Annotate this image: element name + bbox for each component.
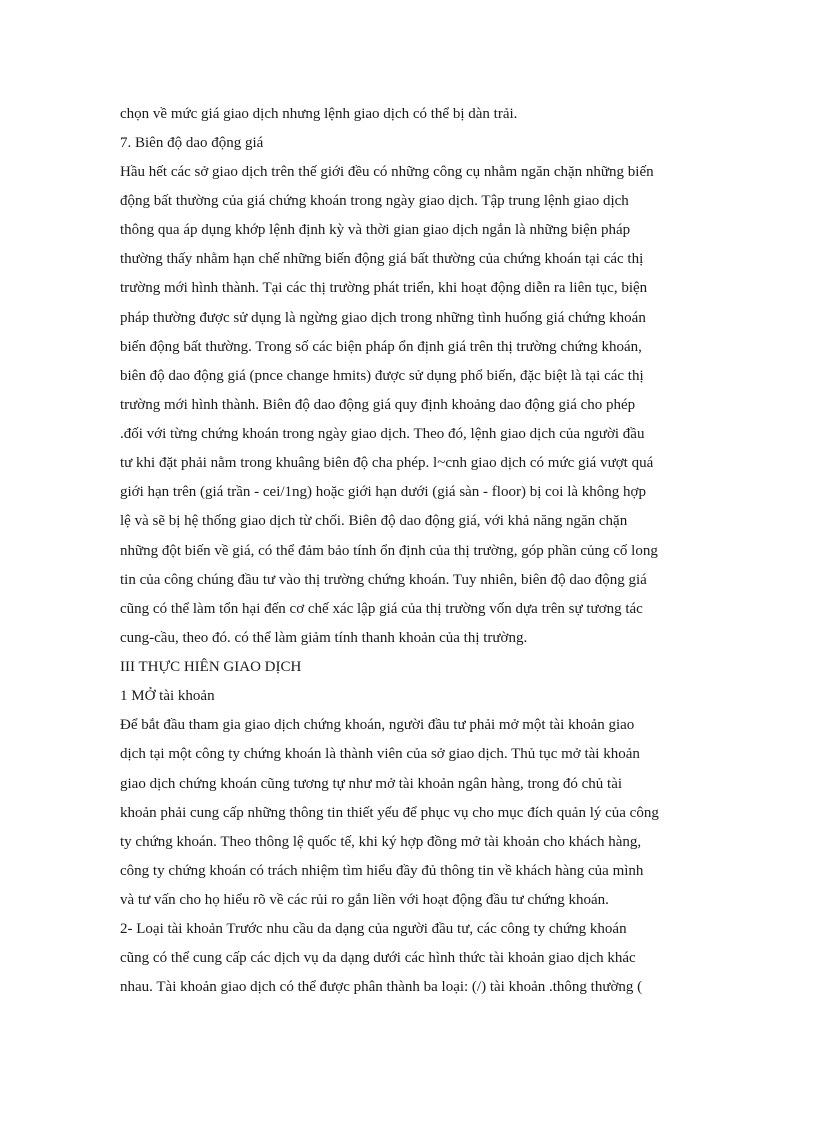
text-line: biên độ dao động giá (pnce change hmits) được sử dụng phổ biến, đặc biệt là tại các thị bbox=[120, 368, 644, 384]
text-line: thông qua áp dụng khớp lệnh định kỳ và thời gian giao dịch ngắn là những biện pháp bbox=[120, 222, 631, 238]
text-line: tin của công chúng đầu tư vào thị trường chứng khoán. Tuy nhiên, biên độ dao động giá bbox=[120, 572, 647, 588]
text-line: chọn về mức giá giao dịch nhưng lệnh giao dịch có thể bị dàn trải. bbox=[120, 106, 518, 122]
text-line: nhau. Tài khoản giao dịch có thể được phân thành ba loại: (/) tài khoản .thông thường ( bbox=[120, 979, 643, 995]
text-line: Hầu hết các sở giao dịch trên thế giới đều có những công cụ nhằm ngăn chặn những biến bbox=[120, 164, 654, 180]
text-line: khoản phải cung cấp những thông tin thiết yếu để phục vụ cho mục đích quản lý của công bbox=[120, 805, 659, 821]
text-line: ty chứng khoán. Theo thông lệ quốc tế, khi ký hợp đồng mở tài khoản cho khách hàng, bbox=[120, 834, 642, 850]
text-line: cũng có thể cung cấp các dịch vụ da dạng dưới các hình thức tài khoản giao dịch khác bbox=[120, 950, 636, 966]
text-line: cũng có thể làm tổn hại đến cơ chế xác lập giá của thị trường vốn dựa trên sự tương tác bbox=[120, 601, 643, 617]
text-line: giới hạn trên (giá trần - cei/1ng) hoặc giới hạn dưới (giá sàn - floor) bị coi là không hợp bbox=[120, 484, 646, 500]
text-line: Để bắt đầu tham gia giao dịch chứng khoán, người đầu tư phải mở một tài khoản giao bbox=[120, 717, 635, 733]
text-line: động bất thường của giá chứng khoán trong ngày giao dịch. Tập trung lệnh giao dịch bbox=[120, 193, 629, 209]
text-line: cung-cầu, theo đó. có thể làm giảm tính thanh khoản của thị trường. bbox=[120, 630, 528, 646]
text-line: giao dịch chứng khoán cũng tương tự như mở tài khoản ngân hàng, trong đó chủ tài bbox=[120, 776, 623, 792]
text-line: thường thấy nhằm hạn chế những biến động giá bất thường của chứng khoán tại các thị bbox=[120, 251, 644, 267]
text-line: tư khi đặt phải nằm trong khuâng biên độ cha phép. l~cnh giao dịch có mức giá vượt quá bbox=[120, 455, 654, 471]
section-heading: 1 MỞ tài khoản bbox=[120, 688, 215, 704]
text-line: và tư vấn cho họ hiểu rõ về các rủi ro gắn liền với hoạt động đầu tư chứng khoán. bbox=[120, 892, 609, 908]
section-heading: 7. Biên độ dao động giá bbox=[120, 135, 264, 151]
text-line: 2- Loại tài khoản Trước nhu cầu da dạng của người đầu tư, các công ty chứng khoán bbox=[120, 921, 627, 937]
text-line: .đối với từng chứng khoán trong ngày giao dịch. Theo đó, lệnh giao dịch của người đầu bbox=[120, 426, 645, 442]
text-line: trường mới hình thành. Tại các thị trường phát triển, khi hoạt động diễn ra liên tục, biện bbox=[120, 280, 648, 296]
text-line: những đột biến về giá, có thể đảm bảo tính ổn định của thị trường, góp phần củng cố long bbox=[120, 543, 658, 559]
text-line: biến động bất thường. Trong số các biện pháp ổn định giá trên thị trường chứng khoán, bbox=[120, 339, 642, 355]
text-line: lệ và sẽ bị hệ thống giao dịch từ chối. Biên độ dao động giá, với khả năng ngăn chặn bbox=[120, 513, 628, 529]
text-line: dịch tại một công ty chứng khoán là thành viên của sở giao dịch. Thủ tục mở tài khoản bbox=[120, 746, 640, 762]
text-line: pháp thường được sử dụng là ngừng giao dịch trong những tình huống giá chứng khoán bbox=[120, 310, 646, 326]
section-heading: III THỰC HIÊN GIAO DỊCH bbox=[120, 659, 302, 675]
text-line: công ty chứng khoán có trách nhiệm tìm hiểu đầy đủ thông tin về khách hàng của mình bbox=[120, 863, 644, 879]
text-line: trường mới hình thành. Biên độ dao động giá quy định khoảng dao động giá cho phép bbox=[120, 397, 636, 413]
